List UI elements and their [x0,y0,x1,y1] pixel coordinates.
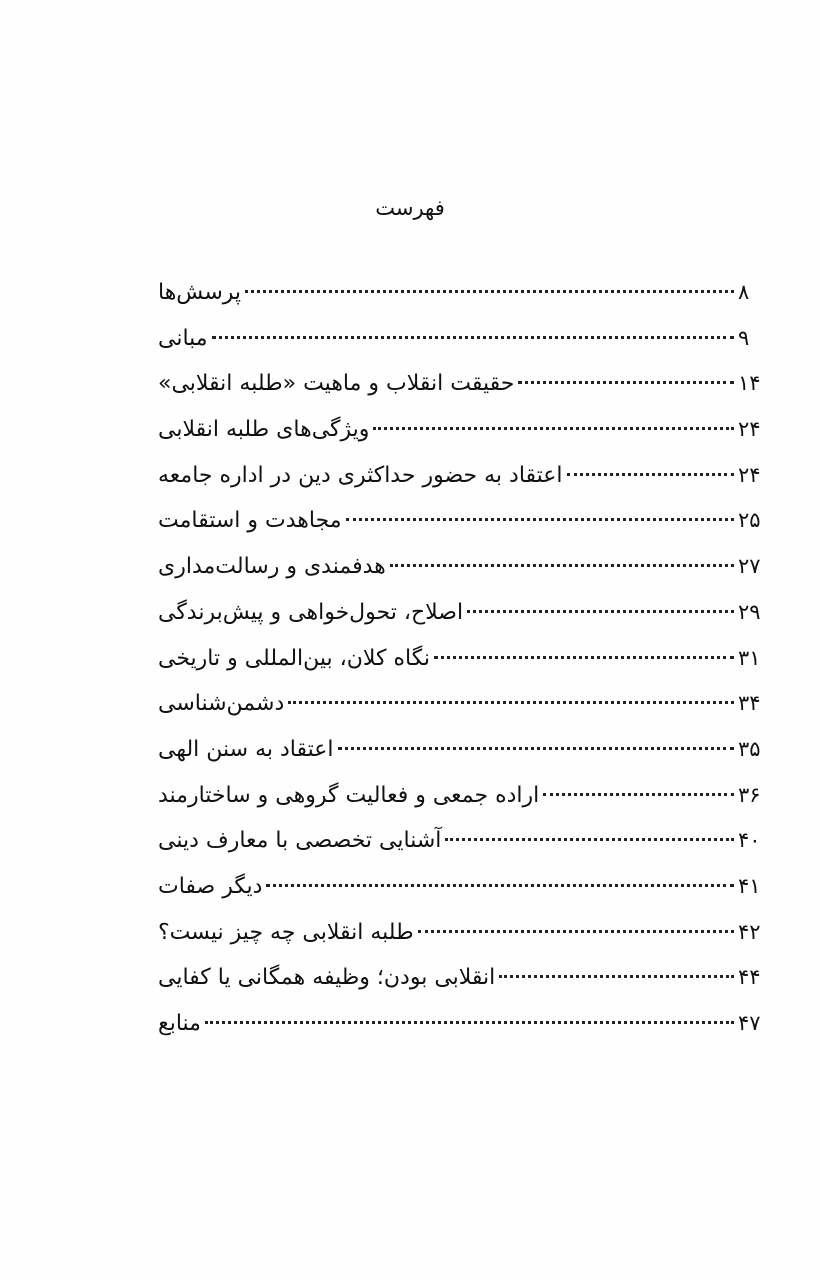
toc-entry [148,371,766,417]
dot-leader [346,518,734,521]
toc-entry-page-number: ۹ [738,325,750,350]
toc-entry [148,463,766,509]
dot-leader [499,975,734,978]
toc-entry-page-number: ۲۴ [738,417,761,442]
dot-leader [567,473,734,476]
toc-entry-page-number: ۴۰ [738,828,761,853]
dot-leader [390,564,734,567]
toc-entry-page-number: ۳۶ [738,782,761,807]
toc-entry-page-number: ۴۲ [738,919,761,944]
toc-entry-title: دیگر صفات [158,873,263,899]
toc-entry-page-number: ۲۵ [738,508,761,533]
toc-entry-page-number: ۴۱ [738,873,761,898]
toc-entry-title: پرسش‌ها [158,280,242,305]
toc-entry [148,600,766,646]
toc-entry [148,691,766,737]
dot-leader [205,1021,734,1024]
toc-entry [148,828,766,874]
dot-leader [543,793,734,796]
toc-entry-title: طلبه انقلابی چه چیز نیست؟ [158,919,414,945]
dot-leader [518,381,734,384]
toc-entry-title: هدفمندی و رسالت‌مداری [158,554,386,580]
toc-entry [148,417,766,463]
dot-leader [266,884,734,887]
toc-entry-page-number: ۳۵ [738,736,761,761]
toc-entry-title: مجاهدت و استقامت [158,508,342,534]
toc-entry [148,1011,766,1057]
toc-entry-title: حقیقت انقلاب و ماهیت «طلبه انقلابی» [158,371,515,397]
toc-entry-title: مبانی [158,325,208,351]
toc-entry-title: نگاه کلان، بین‌المللی و تاریخی [158,645,431,671]
toc-entry [148,326,766,372]
toc-entry-title: اصلاح، تحول‌خواهی و پیش‌برندگی [158,599,464,625]
dot-leader [288,701,734,704]
toc-entry-title: انقلابی بودن؛ وظیفه همگانی یا کفایی [158,965,496,991]
toc-entry-title: آشنایی تخصصی با معارف دینی [158,828,442,854]
dot-leader [418,930,734,933]
dot-leader [212,336,734,339]
page-title: فهرست [375,196,445,220]
toc-entry [148,508,766,554]
toc-entry-title: اعتقاد به حضور حداکثری دین در اداره جامعه [158,462,563,488]
toc-entry-page-number: ۳۴ [738,691,761,716]
toc-entry-title: اراده جمعی و فعالیت گروهی و ساختارمند [158,782,540,808]
table-of-contents [148,280,766,1057]
toc-entry-page-number: ۲۴ [738,462,761,487]
toc-entry-page-number: ۲۷ [738,554,761,579]
toc-entry-page-number: ۳۱ [738,645,761,670]
dot-leader [445,838,734,841]
toc-entry-page-number: ۴۷ [738,1011,761,1035]
toc-entry [148,280,766,326]
toc-entry [148,920,766,966]
toc-entry-page-number: ۱۴ [738,371,761,396]
toc-entry-page-number: ۲۹ [738,599,761,624]
toc-entry-title: اعتقاد به سنن الهی [158,736,334,762]
toc-entry [148,554,766,600]
dot-leader [434,656,734,659]
dot-leader [245,290,734,293]
toc-entry-title: منابع [158,1011,201,1036]
toc-entry-title: دشمن‌شناسی [158,691,285,717]
toc-entry [148,783,766,829]
dot-leader [467,610,734,613]
toc-entry [148,965,766,1011]
dot-leader [338,747,734,750]
toc-entry [148,646,766,692]
toc-entry [148,737,766,783]
toc-entry [148,874,766,920]
dot-leader [373,427,734,430]
toc-entry-page-number: ۴۴ [738,965,761,990]
toc-entry-page-number: ۸ [738,280,750,304]
toc-entry-title: ویژگی‌های طلبه انقلابی [158,417,370,443]
